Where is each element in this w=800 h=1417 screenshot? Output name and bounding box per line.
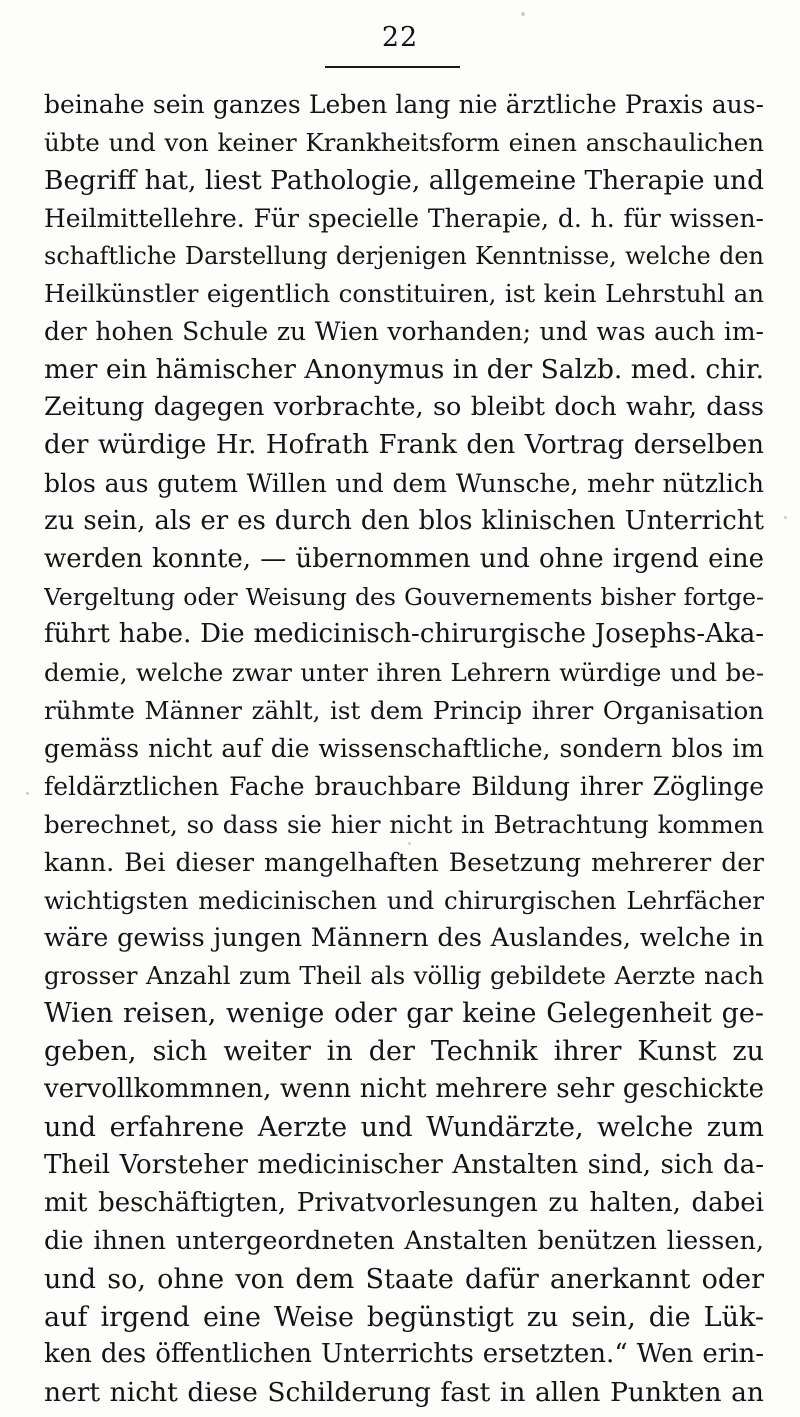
- text-line: auf irgend eine Weise begünstigt zu sein, die Lük-: [44, 1301, 764, 1333]
- text-line: feldärztlichen Fache brauchbare Bildung ihrer Zöglinge: [44, 772, 764, 802]
- text-line: beinahe sein ganzes Leben lang nie ärztliche Praxis aus-: [44, 90, 764, 119]
- text-line: mer ein hämischer Anonymus in der Salzb. med. chir.: [44, 354, 764, 386]
- text-line: Vergeltung oder Weisung des Gouvernements bisher fortge-: [44, 582, 764, 611]
- text-line: blos aus gutem Willen und dem Wunsche, mehr nützlich: [44, 468, 764, 498]
- text-line: Heilkünstler eigentlich constituiren, ist kein Lehrstuhl an: [44, 279, 764, 309]
- text-line: der hohen Schule zu Wien vorhanden; und was auch im-: [44, 317, 764, 347]
- text-line: und erfahrene Aerzte und Wundärzte, welche zum: [44, 1112, 764, 1144]
- scan-speck: [26, 792, 29, 795]
- text-line: geben, sich weiter in der Technik ihrer Kunst zu: [44, 1036, 764, 1068]
- text-line: vervollkommnen, wenn nicht mehrere sehr geschickte: [44, 1074, 764, 1105]
- text-line: der würdige Hr. Hofrath Frank den Vortrag derselben: [44, 430, 764, 461]
- text-line: wäre gewiss jungen Männern des Auslandes, welche in: [44, 922, 764, 953]
- header-rule: [325, 66, 460, 68]
- text-line: Theil Vorsteher medicinischer Anstalten sind, sich da-: [44, 1149, 764, 1180]
- text-line: werden konnte, — übernommen und ohne irgend eine: [44, 543, 764, 574]
- text-line: führt habe. Die medicinisch-chirurgische Josephs-Aka-: [44, 619, 764, 650]
- scan-speck: [784, 516, 787, 519]
- text-line: zu sein, als er es durch den blos klinischen Unterricht: [44, 505, 764, 536]
- scan-speck: [408, 842, 411, 845]
- text-line: Zeitung dagegen vorbrachte, so bleibt doch wahr, dass: [44, 392, 764, 423]
- text-line: und so, ohne von dem Staate dafür anerkannt oder: [44, 1263, 764, 1295]
- text-line: grosser Anzahl zum Theil als völlig gebildete Aerzte nach: [44, 961, 764, 991]
- scan-speck: [521, 12, 525, 16]
- text-line: ken des öffentlichen Unterrichts ersetzten.“ Wen erin-: [44, 1339, 764, 1370]
- text-line: mit beschäftigten, Privatvorlesungen zu halten, dabei: [44, 1187, 764, 1218]
- text-line: Wien reisen, wenige oder gar keine Gelegenheit ge-: [44, 998, 764, 1030]
- text-line: berechnet, so dass sie hier nicht in Betrachtung kommen: [44, 809, 764, 839]
- text-line: rühmte Männer zählt, ist dem Princip ihrer Organisation: [44, 696, 764, 726]
- text-line: kann. Bei dieser mangelhaften Besetzung mehrerer der: [44, 847, 764, 877]
- text-line: wichtigsten medicinischen und chirurgischen Lehrfächer: [44, 885, 764, 915]
- text-line: nert nicht diese Schilderung fast in allen Punkten an: [44, 1377, 764, 1409]
- text-line: gemäss nicht auf die wissenschaftliche, sondern blos im: [44, 734, 764, 764]
- text-line: Begriff hat, liest Pathologie, allgemeine Therapie und: [44, 164, 764, 196]
- body-text: [44, 86, 764, 1412]
- text-line: die ihnen untergeordneten Anstalten benützen liessen,: [44, 1225, 764, 1256]
- page-number: 22: [381, 22, 419, 53]
- text-line: Heilmittellehre. Für specielle Therapie, d. h. für wissen-: [44, 203, 764, 233]
- text-line: demie, welche zwar unter ihren Lehrern würdige und be-: [44, 658, 764, 688]
- text-line: übte und von keiner Krankheitsform einen anschaulichen: [44, 127, 764, 157]
- text-line: schaftliche Darstellung derjenigen Kenntnisse, welche den: [44, 241, 764, 270]
